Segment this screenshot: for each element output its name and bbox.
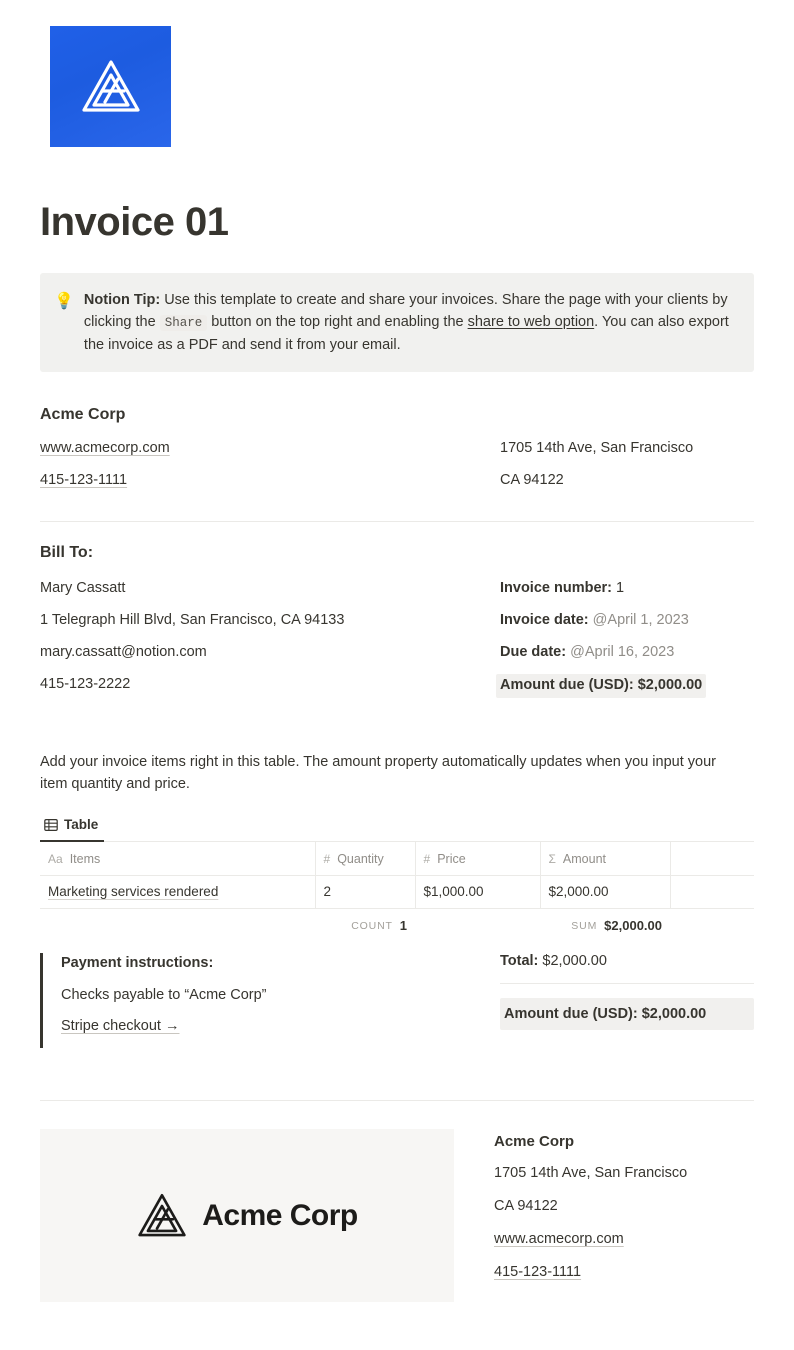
- page-title: Invoice 01: [40, 200, 229, 244]
- number-type-icon: #: [323, 851, 331, 866]
- total-label: Total:: [500, 952, 539, 969]
- footer-company-details: [494, 1129, 754, 1302]
- table-head: [40, 842, 754, 875]
- footer-address-line-2: CA 94122: [494, 1198, 558, 1215]
- table-icon: [44, 818, 58, 832]
- column-header-price[interactable]: [415, 842, 540, 875]
- invoice-number-value: 1: [616, 580, 625, 597]
- footer-phone-link[interactable]: 415-123-1111: [494, 1264, 582, 1281]
- cell-amount[interactable]: $2,000.00: [540, 875, 670, 908]
- company-website-link[interactable]: www.acmecorp.com: [40, 440, 170, 457]
- text-type-icon: Aa: [48, 851, 63, 866]
- payment-heading-text: Payment instructions:: [61, 954, 214, 971]
- rollup-count-value: 1: [399, 918, 407, 934]
- amount-due-badge: [496, 674, 706, 697]
- payment-totals-section: [40, 953, 754, 1048]
- footer-website-line: [494, 1229, 754, 1250]
- client-email: mary.cassatt@notion.com: [40, 644, 207, 661]
- table-header-row: [40, 842, 754, 875]
- tab-table[interactable]: [40, 813, 104, 842]
- tab-table-label: Table: [64, 817, 99, 833]
- footer-website-link[interactable]: www.acmecorp.com: [494, 1231, 624, 1248]
- cell-price[interactable]: $1,000.00: [415, 875, 540, 908]
- table-row[interactable]: [40, 875, 754, 908]
- rollup-count[interactable]: [315, 918, 415, 933]
- cell-quantity[interactable]: 2: [315, 875, 415, 908]
- stripe-checkout-link[interactable]: Stripe checkout →: [61, 1018, 180, 1035]
- table-body: [40, 875, 754, 908]
- invoice-date-label: Invoice date:: [500, 612, 589, 629]
- rollup-sum-value: $2,000.00: [604, 918, 662, 934]
- company-name: Acme Corp: [40, 406, 126, 424]
- invoice-meta-column: [500, 578, 754, 708]
- column-header-amount[interactable]: [540, 842, 670, 875]
- due-date-value: @April 16, 2023: [570, 644, 675, 661]
- cell-item[interactable]: [40, 875, 315, 908]
- cell-blank: [670, 875, 754, 908]
- company-phone-line: [40, 470, 500, 491]
- lightbulb-icon: 💡: [54, 293, 74, 310]
- footer-logo-name: Acme Corp: [202, 1198, 358, 1232]
- due-date-label: Due date:: [500, 644, 567, 661]
- callout-label: Notion Tip:: [83, 292, 161, 308]
- company-contact-column: [40, 438, 500, 502]
- client-column: [40, 578, 500, 708]
- amount-due-total-box: [500, 998, 754, 1030]
- company-logo: [50, 26, 171, 147]
- payment-instructions-block: [40, 953, 500, 1048]
- table-intro-text: Add your invoice items right in this table. The amount property automatically updates when you input your item quantity and price.: [40, 753, 716, 792]
- amount-due-total-value: $2,000.00: [641, 1005, 707, 1022]
- divider-footer: [40, 1100, 754, 1101]
- triangle-knot-logo-icon: [136, 1192, 188, 1240]
- client-phone: 415-123-2222: [40, 676, 131, 693]
- invoice-date-value: @April 1, 2023: [592, 612, 689, 629]
- amount-due-line: [500, 674, 754, 697]
- company-address-line-2: CA 94122: [500, 472, 564, 489]
- column-header-items[interactable]: [40, 842, 315, 875]
- company-address-line-1: 1705 14th Ave, San Francisco: [500, 440, 694, 457]
- column-header-amount-label: Amount: [562, 851, 607, 866]
- company-details: [40, 438, 754, 502]
- invoice-items-table: [40, 842, 754, 909]
- database-tab-bar: [40, 813, 754, 842]
- total-value: $2,000.00: [542, 952, 607, 969]
- table-rollup-row: [40, 909, 754, 943]
- callout-text-3: . You can also export the invoice as a PDF and send it from your email.: [83, 314, 729, 353]
- totals-block: [500, 953, 754, 1048]
- share-to-web-link[interactable]: share to web option: [467, 314, 595, 331]
- callout-text-1: Use this template to create and share your invoices. Share the page with your clients by clicking the: [83, 292, 728, 331]
- footer-phone-line: [494, 1262, 754, 1283]
- due-date-line: [500, 642, 754, 663]
- stripe-checkout-line: [61, 1016, 500, 1038]
- bill-to-section: [40, 578, 754, 708]
- company-website-line: [40, 438, 500, 459]
- footer-address-line-1: 1705 14th Ave, San Francisco: [494, 1165, 688, 1182]
- amount-due-total-label: Amount due (USD):: [504, 1005, 638, 1022]
- column-header-items-label: Items: [69, 851, 101, 866]
- amount-due-value: $2,000.00: [637, 677, 703, 694]
- footer-logo-box: [40, 1129, 454, 1302]
- callout-text: [84, 289, 738, 356]
- payment-checks-line: Checks payable to “Acme Corp”: [61, 986, 267, 1003]
- formula-type-icon: Σ: [548, 851, 556, 866]
- rollup-sum[interactable]: [540, 918, 670, 933]
- column-header-add[interactable]: [670, 842, 754, 875]
- payment-heading: [61, 953, 500, 975]
- bill-to-heading: Bill To:: [40, 544, 94, 562]
- divider-top: [40, 521, 754, 522]
- client-name: Mary Cassatt: [40, 580, 126, 597]
- rollup-sum-label: SUM: [571, 919, 598, 932]
- callout-text-2: button on the top right and enabling the: [207, 314, 468, 331]
- invoice-date-line: [500, 610, 754, 631]
- rollup-count-label: COUNT: [351, 919, 393, 932]
- footer-company-name: Acme Corp: [494, 1133, 575, 1151]
- column-header-price-label: Price: [437, 851, 466, 866]
- number-type-icon: #: [423, 851, 431, 866]
- client-address: 1 Telegraph Hill Blvd, San Francisco, CA 94133: [40, 612, 345, 629]
- invoice-number-line: [500, 578, 754, 599]
- invoice-number-label: Invoice number:: [500, 580, 612, 597]
- triangle-knot-logo-icon: [80, 58, 142, 116]
- share-code-chip: Share: [160, 315, 208, 331]
- column-header-quantity[interactable]: [315, 842, 415, 875]
- company-address-column: [500, 438, 754, 502]
- notion-tip-callout: [40, 273, 754, 372]
- total-line: [500, 953, 754, 984]
- column-header-quantity-label: Quantity: [337, 851, 384, 866]
- company-phone-link[interactable]: 415-123-1111: [40, 472, 128, 489]
- cell-item-title[interactable]: Marketing services rendered: [48, 884, 219, 900]
- header-logo-block: [40, 0, 754, 147]
- amount-due-label: Amount due (USD):: [500, 677, 634, 694]
- footer-section: [40, 1129, 754, 1302]
